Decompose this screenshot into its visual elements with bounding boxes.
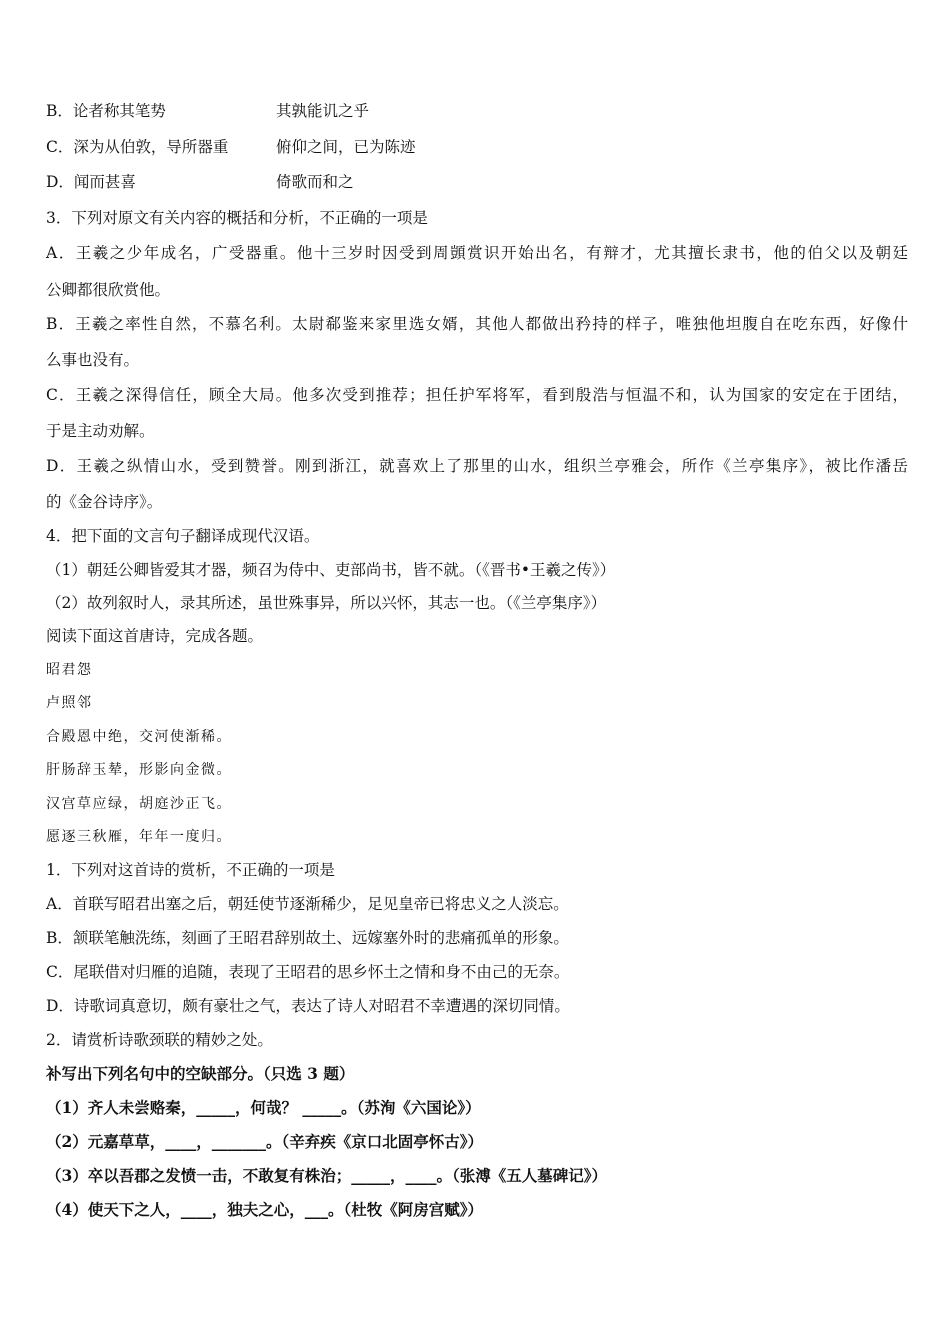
q3-option-a-line1: A．王羲之少年成名，广受器重。他十三岁时因受到周顗赏识开始出名，有辩才，尤其擅长隶书，他的伯父以及朝廷 (46, 244, 908, 262)
q3-stem: 3．下列对原文有关内容的概括和分析，不正确的一项是 (46, 209, 428, 227)
q2-option-c-right: 俯仰之间，已为陈迹 (276, 138, 416, 156)
q2-option-b (46, 101, 908, 121)
poem-q1-option-b: B．颔联笔触洗练，刻画了王昭君辞别故土、远嫁塞外时的悲痛孤单的形象。 (46, 929, 569, 947)
q4-stem: 4．把下面的文言句子翻译成现代汉语。 (46, 527, 320, 545)
q3-option-d-line1: D．王羲之纵情山水，受到赞誉。刚到浙江，就喜欢上了那里的山水，组织兰亭雅会，所作《兰亭集序》，被比作潘岳 (46, 457, 908, 475)
q3-option-c-line1: C．王羲之深得信任，顾全大局。他多次受到推荐；担任护军将军，看到殷浩与恒温不和，认为国家的安定在于团结， (46, 386, 908, 404)
poem-title: 昭君怨 (46, 662, 93, 678)
poem-q1-option-d: D．诗歌词真意切，颇有豪壮之气，表达了诗人对昭君不幸遭遇的深切同情。 (46, 997, 570, 1015)
poem-q2-stem: 2．请赏析诗歌颈联的精妙之处。 (46, 1031, 273, 1049)
poem-q1-option-a: A．首联写昭君出塞之后，朝廷使节逐渐稀少，足见皇帝已将忠义之人淡忘。 (46, 895, 569, 913)
q3-option-a-line2: 公卿都很欣赏他。 (46, 281, 171, 299)
poem-line-3: 汉宫草应绿，胡庭沙正飞。 (46, 796, 232, 812)
q4-sentence-2: （2）故列叙时人，录其所述，虽世殊事异，所以兴怀，其志一也。（《兰亭集序》） (46, 594, 607, 612)
fill-item-2: （2）元嘉草草，____，_______。（辛弃疾《京口北固亭怀古》） (46, 1132, 484, 1151)
fill-title: 补写出下列名句中的空缺部分。（只选 3 题） (46, 1064, 355, 1083)
q2-option-d-right: 倚歌而和之 (276, 173, 354, 191)
fill-item-1: （1）齐人未尝赂秦，_____，何哉？ _____。（苏洵《六国论》） (46, 1098, 481, 1117)
poem-line-1: 合殿恩中绝，交河使渐稀。 (46, 729, 232, 745)
fill-item-3: （3）卒以吾郡之发愤一击，不敢复有株治；_____，____。（张溥《五人墓碑记》） (46, 1166, 608, 1185)
poem-line-2: 肝肠辞玉辇，形影向金微。 (46, 762, 232, 778)
poem-q1-option-c: C．尾联借对归雁的追随，表现了王昭君的思乡怀土之情和身不由己的无奈。 (46, 963, 570, 981)
q2-option-d-left: D．闻而甚喜 (46, 173, 136, 191)
poem-intro: 阅读下面这首唐诗，完成各题。 (46, 627, 264, 645)
poem-author: 卢照邻 (46, 695, 93, 711)
q3-option-b-line1: B．王羲之率性自然，不慕名利。太尉郗鉴来家里选女婿，其他人都做出矜持的样子，唯独他坦腹自在吃东西，好像什 (46, 315, 908, 333)
poem-line-4: 愿逐三秋雁，年年一度归。 (46, 829, 232, 845)
fill-item-4: （4）使天下之人，____，独夫之心，___。（杜牧《阿房宫赋》） (46, 1200, 484, 1219)
q3-option-b-line2: 么事也没有。 (46, 351, 140, 369)
q2-option-c (46, 137, 908, 157)
q2-option-b-right: 其孰能讥之乎 (276, 102, 370, 120)
q2-option-b-left: B．论者称其笔势 (46, 102, 166, 120)
q4-sentence-1: （1）朝廷公卿皆爱其才器，频召为侍中、吏部尚书，皆不就。（《晋书•王羲之传》） (46, 561, 616, 579)
poem-q1-stem: 1．下列对这首诗的赏析，不正确的一项是 (46, 861, 335, 879)
q2-option-c-left: C．深为从伯敦，导所器重 (46, 138, 229, 156)
q3-option-c-line2: 于是主动劝解。 (46, 422, 155, 440)
q3-option-d-line2: 的《金谷诗序》。 (46, 493, 163, 511)
q2-option-d (46, 172, 908, 192)
